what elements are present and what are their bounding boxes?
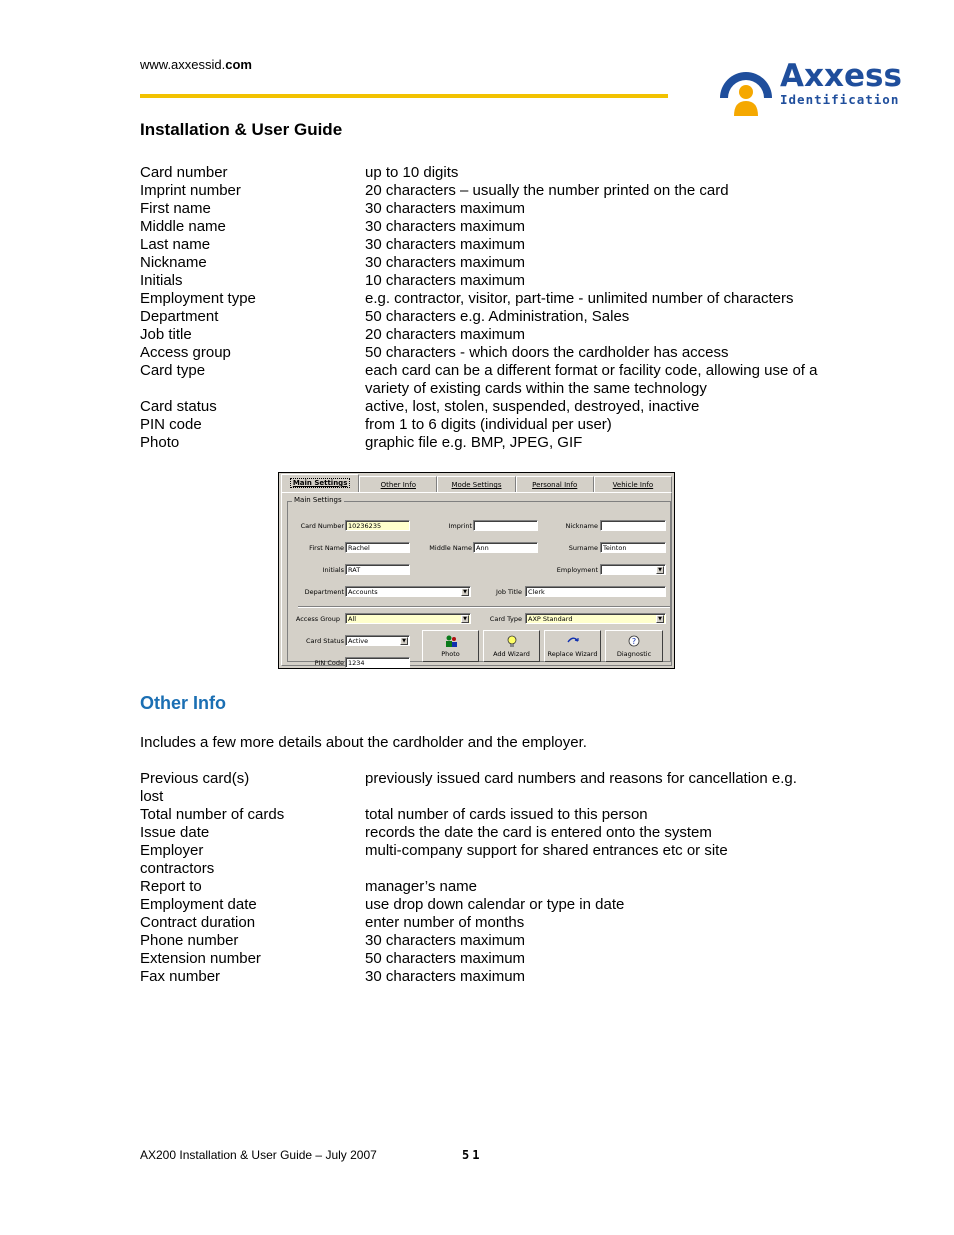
department-label: Department xyxy=(304,588,344,596)
pin-code-field[interactable]: 1234 xyxy=(345,657,410,668)
info-description: use drop down calendar or type in date xyxy=(365,896,625,913)
field-term: Nickname xyxy=(140,254,207,271)
field-description: 30 characters maximum xyxy=(365,236,526,253)
card-status-select[interactable]: Active ▼ xyxy=(345,635,410,646)
add-wizard-button-label: Add Wizard xyxy=(493,650,530,658)
list-item xyxy=(140,398,820,416)
axxess-logo xyxy=(714,54,902,118)
surname-field[interactable]: Teinton xyxy=(600,542,666,553)
field-term: Job title xyxy=(140,326,192,343)
page-title: Installation & User Guide xyxy=(140,120,343,139)
field-description: each card can be a different format or facility code, allowing use of a variety of existing cards within the same technology xyxy=(365,362,818,397)
info-description: multi-company support for shared entrances etc or site xyxy=(365,842,728,859)
info-term: Employment date xyxy=(140,896,257,913)
logo-person-icon xyxy=(714,54,778,118)
tab-panel xyxy=(281,492,672,666)
list-item xyxy=(140,842,840,860)
chevron-down-icon[interactable]: ▼ xyxy=(656,566,664,574)
imprint-label: Imprint xyxy=(448,522,472,530)
first-name-field[interactable]: Rachel xyxy=(345,542,410,553)
list-item xyxy=(140,308,820,326)
list-item xyxy=(140,968,840,986)
info-description: 30 characters maximum xyxy=(365,932,526,949)
field-term: Last name xyxy=(140,236,211,253)
card-type-select[interactable]: AXP Standard ▼ xyxy=(525,613,666,624)
field-description: from 1 to 6 digits (individual per user) xyxy=(365,416,612,433)
add-wizard-button[interactable] xyxy=(483,630,540,662)
info-term: Employer xyxy=(140,842,204,859)
job-title-field[interactable]: Clerk xyxy=(525,586,666,597)
chevron-down-icon[interactable]: ▼ xyxy=(461,588,469,596)
field-description: active, lost, stolen, suspended, destroyed, inactive xyxy=(365,398,700,415)
pin-code-label: PIN Code xyxy=(314,659,344,667)
info-term: lost xyxy=(140,788,164,805)
field-description: 20 characters maximum xyxy=(365,326,526,343)
list-item xyxy=(140,272,820,290)
photo-button-label: Photo xyxy=(441,650,460,658)
diagnostic-button[interactable] xyxy=(605,630,663,662)
field-term: Department xyxy=(140,308,219,325)
photo-button[interactable] xyxy=(422,630,479,662)
info-description: manager’s name xyxy=(365,878,478,895)
diagnostic-icon xyxy=(627,634,641,648)
list-item xyxy=(140,182,820,200)
field-description: 50 characters e.g. Administration, Sales xyxy=(365,308,630,325)
list-item xyxy=(140,164,820,182)
list-item xyxy=(140,860,840,878)
header-rule xyxy=(140,94,668,98)
tab-other-info[interactable]: Other Info xyxy=(359,476,437,492)
nickname-label: Nickname xyxy=(565,522,598,530)
middle-name-label: Middle Name xyxy=(429,544,472,552)
nickname-field[interactable] xyxy=(600,520,666,531)
initials-field[interactable]: RAT xyxy=(345,564,410,575)
info-description: total number of cards issued to this person xyxy=(365,806,648,823)
list-item xyxy=(140,290,820,308)
footer-text: AX200 Installation & User Guide – July 2007 xyxy=(140,1148,377,1162)
card-fields-list xyxy=(140,164,820,452)
diagnostic-button-label: Diagnostic xyxy=(616,650,652,658)
employment-label: Employment xyxy=(556,566,598,574)
field-description: 20 characters – usually the number printed on the card xyxy=(365,182,729,199)
replace-wizard-button[interactable] xyxy=(544,630,601,662)
card-type-label: Card Type xyxy=(489,615,522,623)
card-number-label: Card Number xyxy=(300,522,344,530)
card-number-field[interactable]: 10236235 xyxy=(345,520,410,531)
list-item xyxy=(140,200,820,218)
info-term: Issue date xyxy=(140,824,210,841)
field-term: Card status xyxy=(140,398,217,415)
list-item xyxy=(140,824,840,842)
other-info-list xyxy=(140,770,840,986)
tab-main-settings[interactable]: Main Settings xyxy=(281,474,359,492)
list-item xyxy=(140,362,820,398)
field-term: Imprint number xyxy=(140,182,241,199)
svg-text:?: ? xyxy=(631,637,637,646)
website-url xyxy=(140,57,252,72)
replace-wizard-button-label: Replace Wizard xyxy=(547,650,598,658)
access-group-label: Access Group xyxy=(295,615,340,623)
info-description: records the date the card is entered onto the system xyxy=(365,824,712,841)
list-item xyxy=(140,218,820,236)
access-group-select[interactable]: All ▼ xyxy=(345,613,471,624)
list-item xyxy=(140,326,820,344)
surname-label: Surname xyxy=(568,544,598,552)
list-item xyxy=(140,434,820,452)
info-description: previously issued card numbers and reasons for cancellation e.g. xyxy=(365,770,797,787)
list-item xyxy=(140,878,840,896)
card-status-label: Card Status xyxy=(306,637,344,645)
info-term: Previous card(s) xyxy=(140,770,250,787)
tab-mode-settings[interactable]: Mode Settings xyxy=(437,476,515,492)
list-item xyxy=(140,914,840,932)
info-term: Phone number xyxy=(140,932,239,949)
first-name-label: First Name xyxy=(309,544,344,552)
field-description: graphic file e.g. BMP, JPEG, GIF xyxy=(365,434,583,451)
field-term: Employment type xyxy=(140,290,256,307)
other-info-intro: Includes a few more details about the cardholder and the employer. xyxy=(140,734,587,751)
tab-personal-info[interactable]: Personal Info xyxy=(516,476,594,492)
department-select[interactable]: Accounts ▼ xyxy=(345,586,471,597)
replace-arrows-icon xyxy=(566,634,580,648)
list-item xyxy=(140,416,820,434)
field-description: 50 characters - which doors the cardholder has access xyxy=(365,344,729,361)
field-term: PIN code xyxy=(140,416,202,433)
chevron-down-icon[interactable]: ▼ xyxy=(400,637,408,645)
list-item xyxy=(140,236,820,254)
list-item xyxy=(140,770,840,788)
group-divider xyxy=(298,606,670,608)
job-title-label: Job Title xyxy=(495,588,522,596)
list-item xyxy=(140,344,820,362)
list-item xyxy=(140,254,820,272)
cardholder-dialog xyxy=(278,472,675,669)
info-term: Extension number xyxy=(140,950,261,967)
group-title: Main Settings xyxy=(294,496,342,504)
field-term: Card type xyxy=(140,362,206,379)
info-term: Total number of cards xyxy=(140,806,285,823)
info-term: Report to xyxy=(140,878,202,895)
logo-word: Axxess xyxy=(780,58,902,94)
field-term: Initials xyxy=(140,272,183,289)
photo-icon xyxy=(444,634,458,648)
field-term: Middle name xyxy=(140,218,226,235)
list-item xyxy=(140,806,840,824)
url-prefix: www.axxessid. xyxy=(140,57,226,72)
info-term: Fax number xyxy=(140,968,221,985)
info-term: Contract duration xyxy=(140,914,256,931)
list-item xyxy=(140,788,840,806)
field-term: First name xyxy=(140,200,211,217)
field-description: up to 10 digits xyxy=(365,164,459,181)
logo-subtitle: Identification xyxy=(780,92,900,107)
info-term: contractors xyxy=(140,860,215,877)
chevron-down-icon[interactable]: ▼ xyxy=(656,615,664,623)
list-item xyxy=(140,932,840,950)
field-description: 30 characters maximum xyxy=(365,218,526,235)
imprint-field[interactable] xyxy=(473,520,538,531)
field-description: 30 characters maximum xyxy=(365,254,526,271)
other-info-heading: Other Info xyxy=(140,693,226,713)
employment-select[interactable] xyxy=(600,564,666,575)
url-suffix: com xyxy=(225,57,252,72)
initials-label: Initials xyxy=(322,566,344,574)
info-description: enter number of months xyxy=(365,914,525,931)
field-description: 10 characters maximum xyxy=(365,272,526,289)
tab-vehicle-info[interactable]: Vehicle Info xyxy=(594,476,672,492)
field-term: Card number xyxy=(140,164,228,181)
dialog-tabs xyxy=(281,474,672,492)
middle-name-field[interactable]: Ann xyxy=(473,542,538,553)
list-item xyxy=(140,950,840,968)
list-item xyxy=(140,896,840,914)
field-description: e.g. contractor, visitor, part-time - unlimited number of characters xyxy=(365,290,794,307)
field-term: Access group xyxy=(140,344,231,361)
info-description: 50 characters maximum xyxy=(365,950,526,967)
info-description: 30 characters maximum xyxy=(365,968,526,985)
chevron-down-icon[interactable]: ▼ xyxy=(461,615,469,623)
field-term: Photo xyxy=(140,434,180,451)
field-description: 30 characters maximum xyxy=(365,200,526,217)
lightbulb-icon xyxy=(505,634,519,648)
page-number: 51 xyxy=(462,1148,483,1162)
